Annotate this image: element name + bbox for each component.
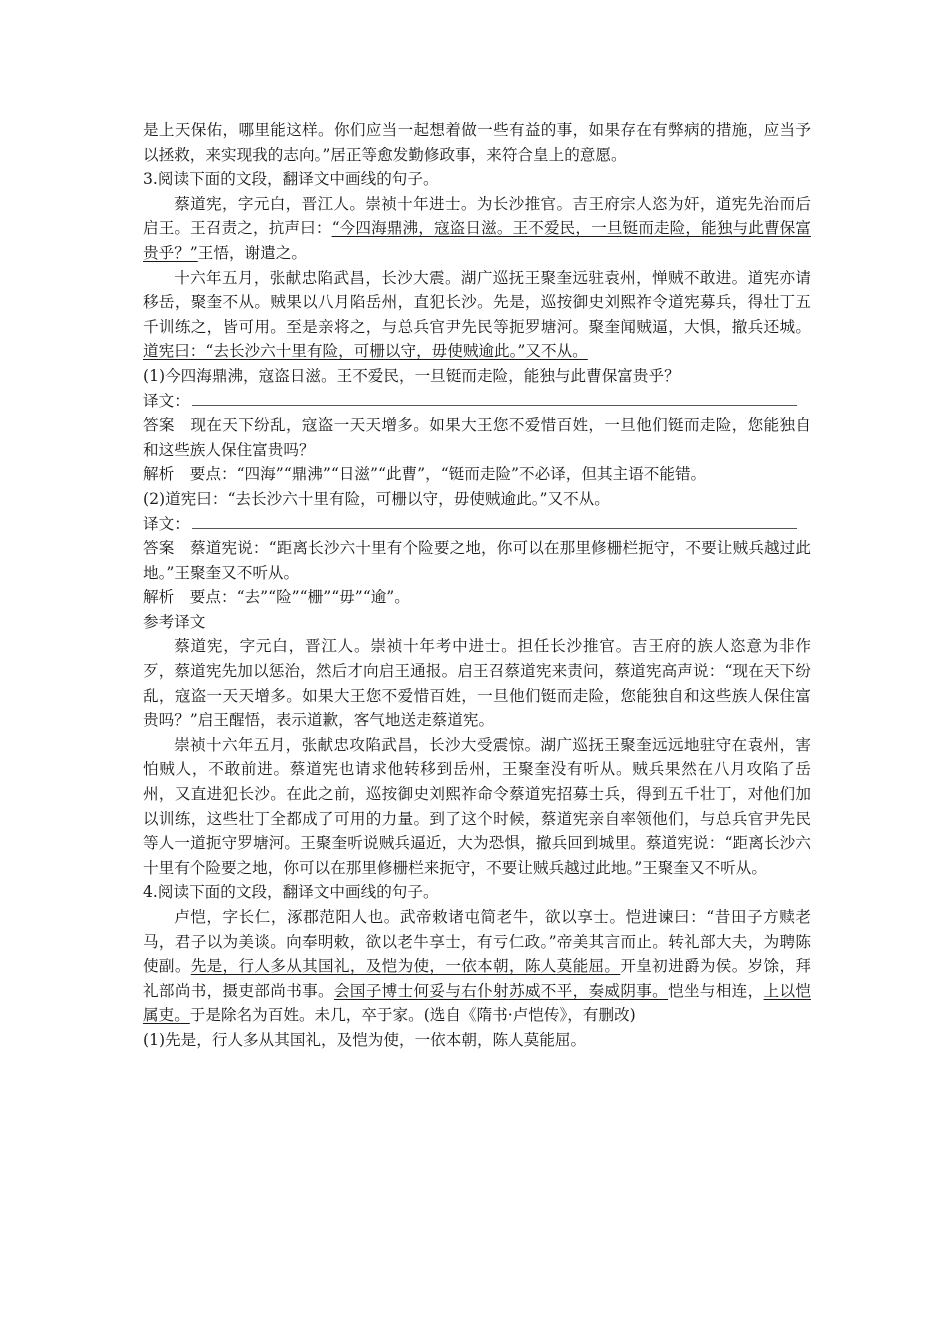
q4-underlined-sentence-2: 会国子博士何妥与右仆射苏威不平，奏威阴事。 <box>333 981 669 1000</box>
q3-analysis-2: 解析 要点：“去”“险”“栅”“毋”“逾”。 <box>143 588 410 607</box>
q3-passage-paragraph-1: 蔡道宪，字元白，晋江人。崇祯十年进士。为长沙推官。吉王府宗人恣为奸，道宪先治而后启王。王召责之，抗声曰：“今四海鼎沸，寇盗日滋。王不爱民，一旦铤而走险，能独与此曹保富贵乎？”王悟，谢遣之。 <box>143 194 811 262</box>
intro-paragraph: 是上天保佑，哪里能这样。你们应当一起想着做一些有益的事，如果存在有弊病的措施，应当予以拯救，来实现我的志向。”居正等愈发勤修政事，来符合皇上的意愿。 <box>143 121 811 164</box>
question-4-title: 4.阅读下面的文段，翻译文中画线的句子。 <box>143 883 439 902</box>
reference-translation-title: 参考译文 <box>143 612 206 631</box>
q3-answer-2: 答案 蔡道宪说：“距离长沙六十里有个险要之地，你可以在那里修栅栏扼守，不要让贼兵越过此地。”王聚奎又不听从。 <box>143 539 811 582</box>
q3-translation-line-1: 译文： <box>143 389 811 414</box>
document-page <box>143 118 811 1053</box>
answer-blank-line <box>192 512 797 529</box>
q3-passage-paragraph-2: 十六年五月，张献忠陷武昌，长沙大震。湖广巡抚王聚奎远驻袁州，惮贼不敢进。道宪亦请移岳，聚奎不从。贼果以八月陷岳州，直犯长沙。先是，巡按御史刘熙祚令道宪募兵，得壮丁五千训练之，皆可用。至是亲将之，与总兵官尹先民等扼罗塘河。聚奎闻贼逼，大惧，撤兵还城。道宪曰：“去长沙六十里有险，可栅以守，毋使贼逾此。”又不从。 <box>143 268 811 361</box>
q3-underlined-sentence-1: “今四海鼎沸，寇盗日滋。王不爱民，一旦铤而走险，能独与此曹保富贵乎？” <box>143 219 811 262</box>
q3-translation-line-2: 译文： <box>143 512 811 537</box>
q4-sentence-1: (1)先是，行人多从其国礼，及恺为使，一依本朝，陈人莫能屈。 <box>143 1030 587 1049</box>
q4-underlined-sentence-1: 先是，行人多从其国礼，及恺为使，一依本朝，陈人莫能屈。 <box>190 957 621 976</box>
q3-sentence-2: (2)道宪曰：“去长沙六十里有险，可栅以守，毋使贼逾此。”又不从。 <box>143 489 610 508</box>
q3-underlined-sentence-2: 道宪曰：“去长沙六十里有险，可栅以守，毋使贼逾此。”又不从。 <box>143 342 588 361</box>
question-3-title: 3.阅读下面的文段，翻译文中画线的句子。 <box>143 170 439 189</box>
q3-answer-1: 答案 现在天下纷乱，寇盗一天天增多。如果大王您不爱惜百姓，一旦他们铤而走险，您能独自和这些族人保住富贵吗？ <box>143 416 811 459</box>
q4-underlined-sentence-3: 上以恺属吏。 <box>143 981 811 1025</box>
q3-sentence-1: (1)今四海鼎沸，寇盗日滋。王不爱民，一旦铤而走险，能独与此曹保富贵乎？ <box>143 366 680 385</box>
answer-blank-line <box>192 389 797 406</box>
q4-passage-paragraph: 卢恺，字长仁，涿郡范阳人也。武帝敕诸屯简老牛，欲以享士。恺进谏曰：“昔田子方赎老马，君子以为美谈。向奉明敕，欲以老牛享士，有亏仁政。”帝美其言而止。转礼部大夫，为聘陈使副。先是，行人多从其国礼，及恺为使，一依本朝，陈人莫能屈。开皇初进爵为侯。岁馀，拜礼部尚书，摄吏部尚书事。会国子博士何妥与右仆射苏威不平，奏威阴事。恺坐与相连，上以恺属吏。于是除名为百姓。未几，卒于家。(选自《隋书·卢恺传》，有删改) <box>143 908 811 1025</box>
reference-translation-paragraph-2: 崇祯十六年五月，张献忠攻陷武昌，长沙大受震惊。湖广巡抚王聚奎远远地驻守在袁州，害怕贼人，不敢前进。蔡道宪也请求他转移到岳州，王聚奎没有听从。贼兵果然在八月攻陷了岳州，又直进犯长沙。在此之前，巡按御史刘熙祚命令蔡道宪招募士兵，得到五千壮丁，对他们加以训练，这些壮丁全都成了可用的力量。到了这个时候，蔡道宪亲自率领他们，与总兵官尹先民等人一道扼守罗塘河。王聚奎听说贼兵逼近，大为恐惧，撤兵回到城里。蔡道宪说：“距离长沙六十里有个险要之地，你可以在那里修栅栏来扼守，不要让贼兵越过此地。”王聚奎又不听从。 <box>143 735 811 877</box>
q3-analysis-1: 解析 要点：“四海”“鼎沸”“日滋”“此曹”，“铤而走险”不必译，但其主语不能错。 <box>143 465 707 484</box>
reference-translation-paragraph-1: 蔡道宪，字元白，晋江人。崇祯十年考中进士。担任长沙推官。吉王府的族人恣意为非作歹，蔡道宪先加以惩治，然后才向启王通报。启王召蔡道宪来责问，蔡道宪高声说：“现在天下纷乱，寇盗一天天增多。如果大王您不爱惜百姓，一旦他们铤而走险，您能独自和这些族人保住富贵吗？”启王醒悟，表示道歉，客气地送走蔡道宪。 <box>143 637 811 730</box>
